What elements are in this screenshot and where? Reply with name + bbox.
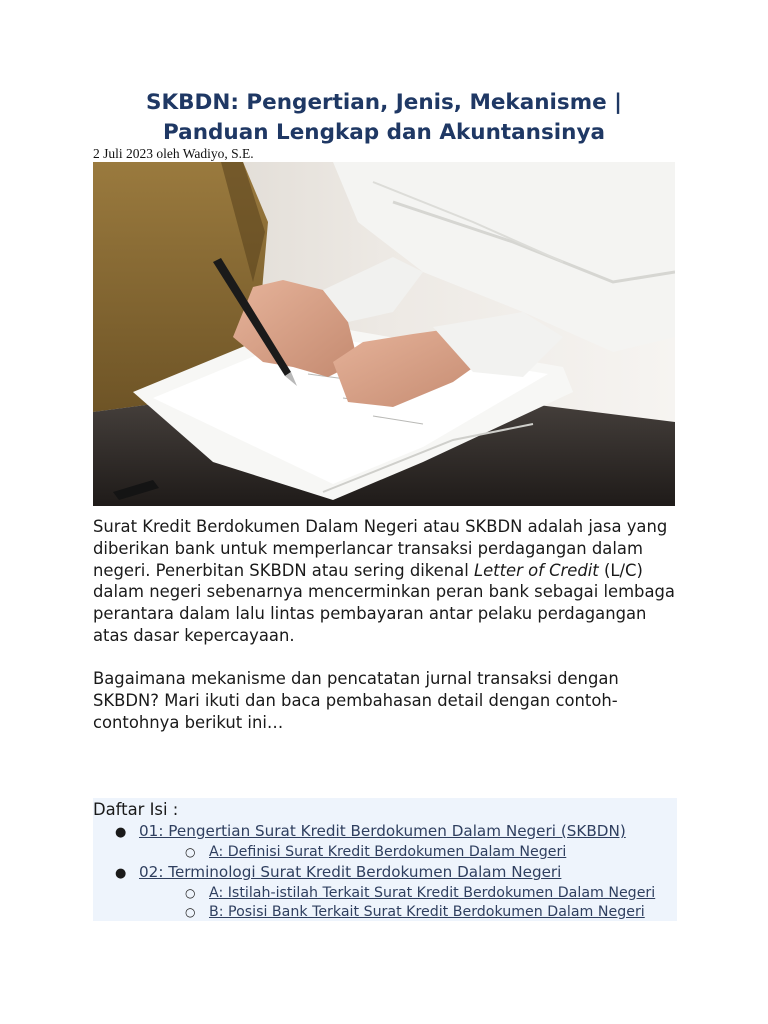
toc-link-terminologi-skbdn[interactable]: 02: Terminologi Surat Kredit Berdokumen Dalam Negeri xyxy=(139,863,562,881)
follow-up-paragraph: Bagaimana mekanisme dan pencatatan jurnal transaksi dengan SKBDN? Mari ikuti dan baca pembahasan detail dengan contoh-contohnya berikut ini… xyxy=(93,669,619,732)
toc-subitem-01a xyxy=(185,843,566,862)
circle-bullet-icon: ○ xyxy=(185,905,196,919)
toc-item-01 xyxy=(115,821,626,843)
disc-bullet-icon: ● xyxy=(115,825,127,840)
table-of-contents xyxy=(93,798,677,921)
toc-subitem-02a xyxy=(185,884,655,903)
page-title: SKBDN: Pengertian, Jenis, Mekanisme | Panduan Lengkap dan Akuntansinya xyxy=(145,90,623,145)
letter-of-credit-term: Letter of Credit xyxy=(473,560,599,580)
toc-heading: Daftar Isi : xyxy=(93,800,179,819)
circle-bullet-icon: ○ xyxy=(185,845,196,859)
toc-subitem-02b xyxy=(185,903,645,922)
toc-link-definisi-skbdn[interactable]: A: Definisi Surat Kredit Berdokumen Dalam Negeri xyxy=(209,844,567,860)
article-byline: 2 Juli 2023 oleh Wadiyo, S.E. xyxy=(93,146,254,161)
toc-link-posisi-bank[interactable]: B: Posisi Bank Terkait Surat Kredit Berdokumen Dalam Negeri xyxy=(209,904,645,920)
hero-image xyxy=(93,162,675,506)
toc-item-02 xyxy=(115,862,561,884)
toc-link-pengertian-skbdn[interactable]: 01: Pengertian Surat Kredit Berdokumen Dalam Negeri (SKBDN) xyxy=(139,822,626,840)
circle-bullet-icon: ○ xyxy=(185,886,196,900)
disc-bullet-icon: ● xyxy=(115,866,127,881)
intro-paragraph: Surat Kredit Berdokumen Dalam Negeri atau SKBDN adalah jasa yang diberikan bank untuk memperlancar transaksi perdagangan dalam negeri. Penerbitan SKBDN atau sering dikenal Letter of Credit (L/C) dalam negeri sebenarnya mencerminkan peran bank sebagai lembaga perantara dalam lalu lintas pembayaran antar pelaku perdagangan atas dasar kepercayaan. xyxy=(93,517,675,645)
toc-link-istilah-skbdn[interactable]: A: Istilah-istilah Terkait Surat Kredit Berdokumen Dalam Negeri xyxy=(209,885,656,901)
